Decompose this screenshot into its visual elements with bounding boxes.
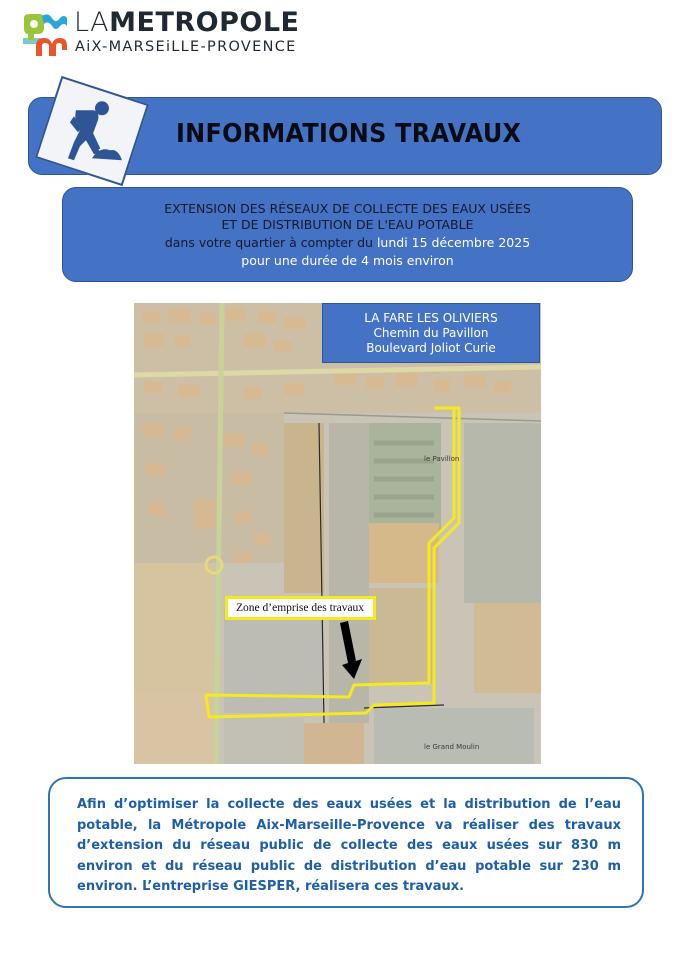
metropole-logo <box>22 7 300 58</box>
works-summary-box <box>62 187 633 282</box>
works-zone-label: Zone d’emprise des travaux <box>225 596 376 620</box>
metropole-logo-mark-icon <box>22 12 68 56</box>
commune-name: LA FARE LES OLIVIERS <box>364 311 498 325</box>
street-name-2: Boulevard Joliot Curie <box>366 341 496 355</box>
aerial-map-image <box>134 303 541 764</box>
page-title: INFORMATIONS TRAVAUX <box>176 119 522 149</box>
street-name-1: Chemin du Pavillon <box>373 326 489 340</box>
works-duration: pour une durée de 4 mois environ <box>241 253 454 268</box>
map-place-le-grand-moulin: le Grand Moulin <box>424 743 480 751</box>
works-start-date: lundi 15 décembre 2025 <box>376 235 531 250</box>
works-information-box <box>48 777 644 908</box>
works-information-text: Afin d’optimiser la collecte des eaux usées et la distribution de l’eau potable, la Métropole Aix-Marseille-Provence va réaliser des travaux d’extension du réseau public de collecte des eaux usées sur 830 m environ et du réseau public de distribution d’eau potable sur 230 m environ. L’entreprise GIESPER, réalisera ces travaux. <box>77 797 621 894</box>
logo-title <box>74 8 300 38</box>
logo-title-light: LA <box>74 7 110 38</box>
works-summary-line2: ET DE DISTRIBUTION DE L'EAU POTABLE <box>221 217 474 232</box>
works-start-date-line <box>63 235 632 251</box>
map-place-le-pavillon: le Pavillon <box>424 455 460 463</box>
logo-title-bold: METROPOLE <box>109 7 300 38</box>
works-summary-line1: EXTENSION DES RÉSEAUX DE COLLECTE DES EAUX USÉES <box>164 201 531 216</box>
works-location-map <box>134 303 541 764</box>
map-location-label <box>322 303 540 363</box>
logo-subtitle: AiX-MARSEiLLE-PROVENCE <box>75 39 297 55</box>
road-worker-icon <box>56 96 130 166</box>
works-start-prefix: dans votre quartier à compter du <box>164 235 377 250</box>
